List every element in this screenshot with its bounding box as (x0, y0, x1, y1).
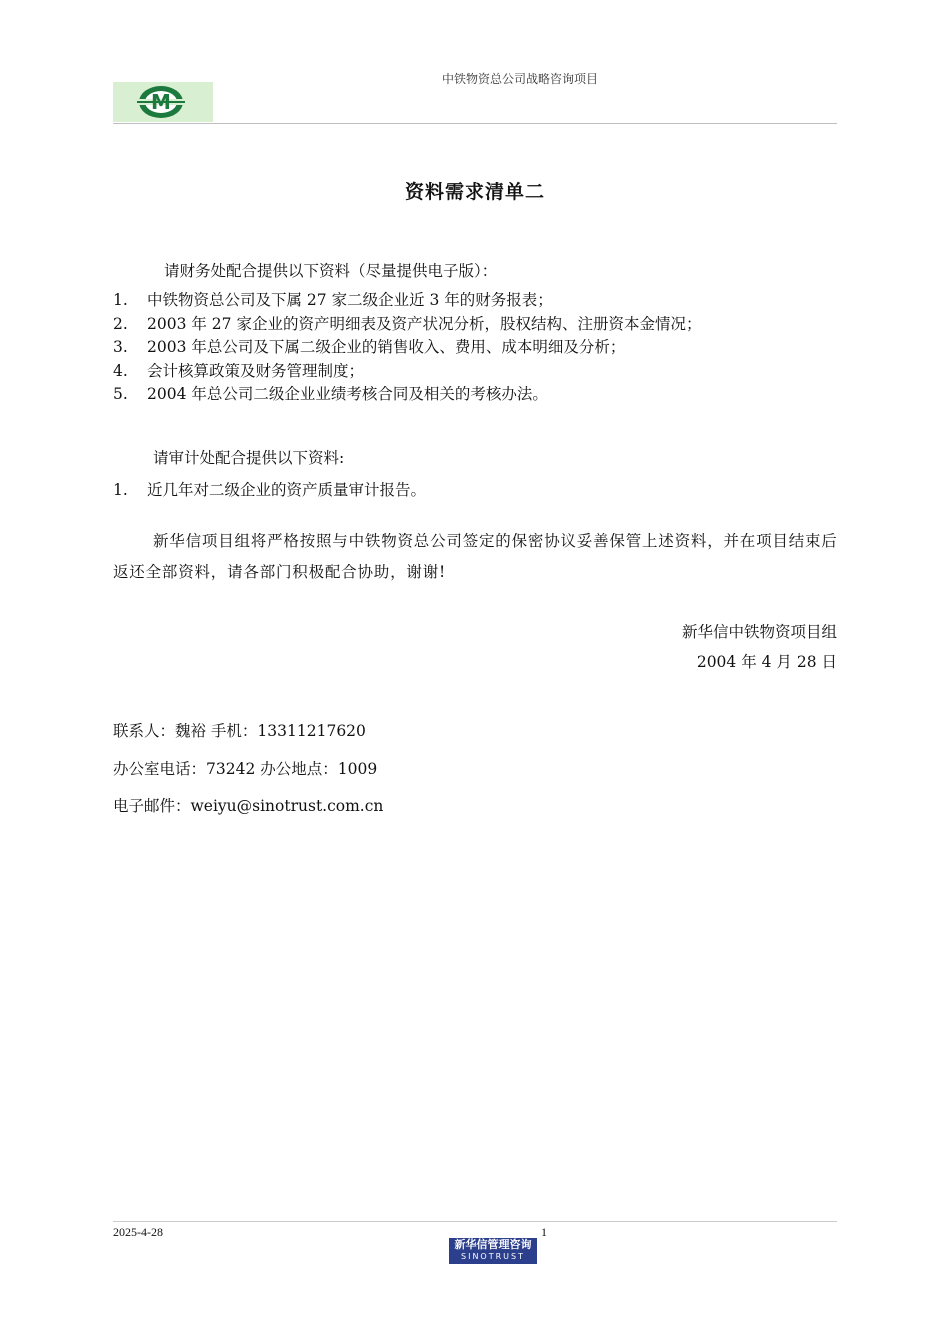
document-title: 资料需求清单二 (404, 181, 545, 203)
list-item-number: 3. (113, 338, 128, 356)
signature: 新华信中铁物资项目组 (681, 623, 837, 641)
audit-request-list (113, 478, 426, 502)
page-number: 1 (541, 1225, 547, 1239)
list-item (113, 360, 701, 384)
list-item-number: 5. (113, 385, 128, 403)
logo-icon (113, 82, 213, 122)
list-item-text: 中铁物资总公司及下属 27 家二级企业近 3 年的财务报表； (147, 291, 553, 309)
list-item-number: 2. (113, 314, 128, 333)
list-item (113, 383, 701, 407)
footer-date: 2025-4-28 (113, 1225, 163, 1239)
signature-date: 2004 年 4 月 28 日 (696, 653, 837, 671)
finance-intro: 请财务处配合提供以下资料（尽量提供电子版）： (164, 262, 498, 280)
brand-name-cn: 新华信管理咨询 (454, 1238, 532, 1251)
list-item-text: 近几年对二级企业的资产质量审计报告。 (147, 481, 427, 499)
list-item-number: 1. (113, 481, 128, 499)
list-item (113, 313, 701, 337)
list-item-number: 4. (113, 361, 128, 380)
list-item-text: 2003 年 27 家企业的资产明细表及资产状况分析，股权结构、注册资本金情况； (147, 314, 702, 333)
contact-office: 办公室电话：73242 办公地点：1009 (113, 760, 378, 778)
list-item-number: 1. (113, 291, 128, 309)
contact-email: 电子邮件：weiyu@sinotrust.com.cn (113, 797, 384, 815)
header-title: 中铁物资总公司战略咨询项目 (441, 72, 598, 86)
list-item (113, 336, 701, 360)
logo-letter: M (151, 90, 171, 114)
audit-intro: 请审计处配合提供以下资料: (153, 449, 345, 467)
company-logo (113, 82, 213, 122)
list-item-text: 2004 年总公司二级企业业绩考核合同及相关的考核办法。 (147, 385, 548, 403)
list-item-text: 2003 年总公司及下属二级企业的销售收入、费用、成本明细及分析； (147, 338, 626, 356)
finance-request-list (113, 289, 701, 407)
list-item (113, 289, 701, 313)
brand-name-en: SINOTRUST (461, 1252, 525, 1261)
sinotrust-logo (449, 1238, 537, 1264)
closing-paragraph: 新华信项目组将严格按照与中铁物资总公司签定的保密协议妥善保管上述资料，并在项目结束后返还全部资料，请各部门积极配合协助，谢谢! (113, 532, 838, 581)
contact-person: 联系人：魏裕 手机：13311217620 (113, 722, 366, 740)
list-item (113, 478, 426, 502)
header-divider (113, 123, 837, 124)
list-item-text: 会计核算政策及财务管理制度； (147, 361, 365, 380)
footer-divider (113, 1221, 837, 1222)
